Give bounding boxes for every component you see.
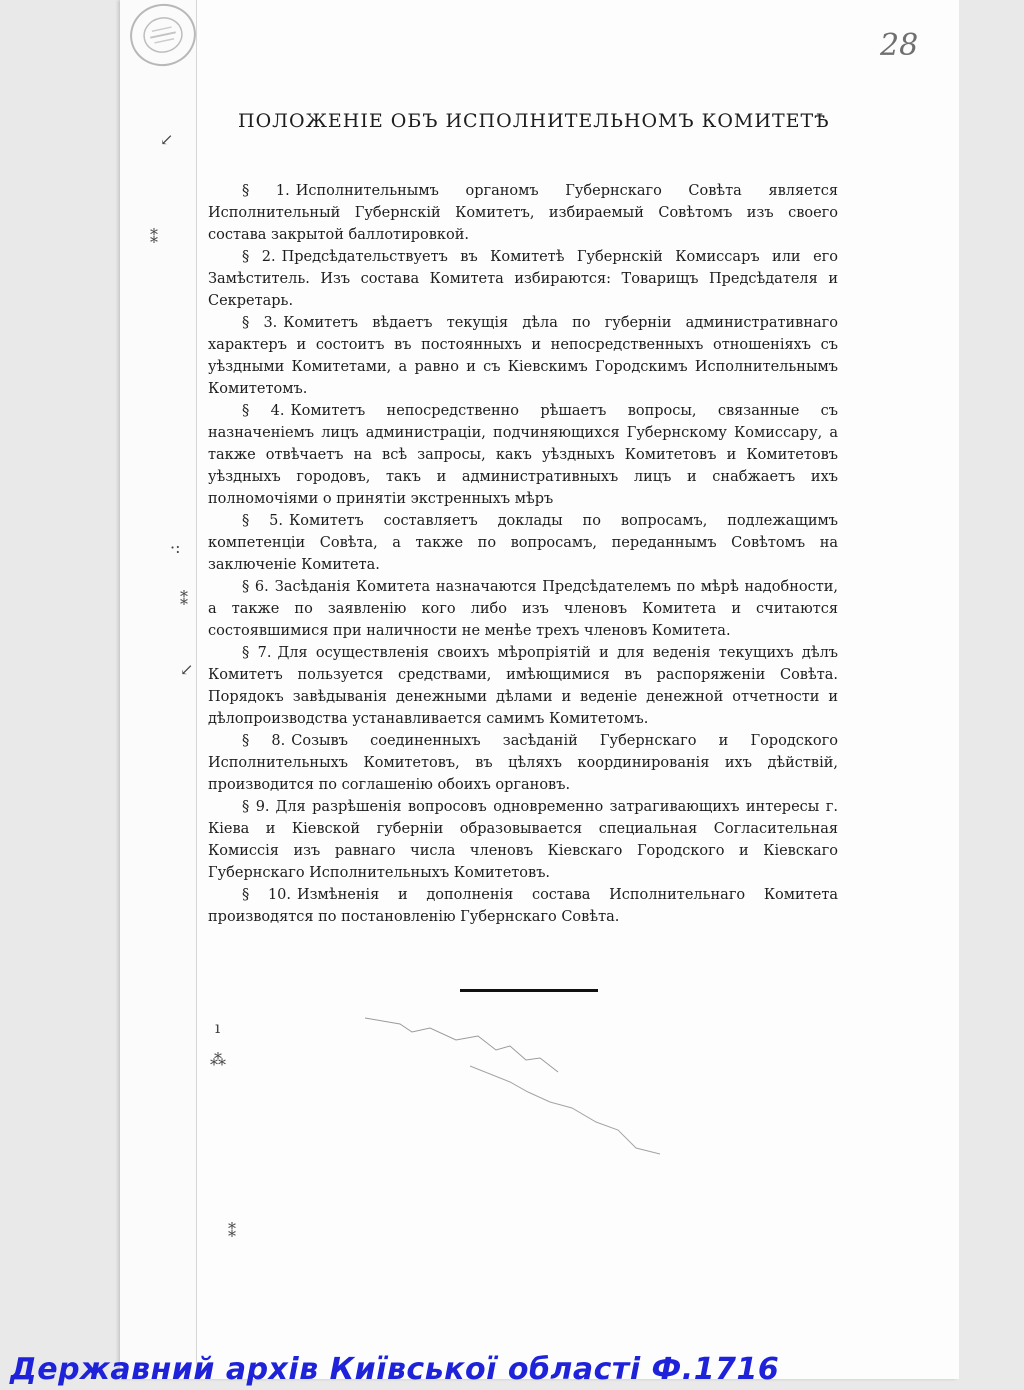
paragraph-number: § 7. [242,645,272,661]
margin-mark: ↙ [160,130,174,149]
paragraph-text: Засѣданія Комитета назначаются Предсѣдателемъ по мѣрѣ надобности, а также по заявленію кого либо изъ членовъ Комитета и считаются состоявшимися при наличности не менѣе трехъ членовъ Комитета. [208,579,839,639]
document-body [208,180,838,928]
paragraph-1 [208,180,838,246]
paragraph-number: § 5. [242,513,284,529]
paragraph-number: § 4. [242,403,285,419]
paragraph-number: § 3. [242,315,278,331]
paragraph-6 [208,576,838,642]
paper-crease-icon [360,1010,680,1160]
paragraph-3 [208,312,838,400]
margin-mark: ⁑ [180,590,188,609]
document-title: ПОЛОЖЕНІЕ ОБЪ ИСПОЛНИТЕЛЬНОМЪ КОМИТЕТѢ [238,110,830,132]
margin-mark: ↙ [180,660,194,679]
paragraph-number: § 9. [242,799,270,815]
paragraph-number: § 2. [242,249,276,265]
paragraph-text: Для осуществленія своихъ мѣропріятій и для веденія текущихъ дѣлъ Комитетъ пользуется средствами, имѣющимися въ распоряженіи Совѣта. Порядокъ завѣдыванія денежными дѣлами и веденіе денежной отчетности и дѣлопроизводства устанавливается самимъ Комитетомъ. [208,645,838,727]
margin-mark: ⁑ [150,228,158,247]
paragraph-5 [208,510,838,576]
paragraph-text: Комитетъ вѣдаетъ текущія дѣла по губерніи административнаго характеръ и состоитъ въ постоянныхъ и непосредственныхъ отношеніяхъ съ уѣздными Комитетами, а равно и съ Кіевскимъ Городскимъ Исполнительнымъ Комитетомъ. [208,315,838,397]
paragraph-number: § 10. [242,887,291,903]
paragraph-8 [208,730,838,796]
page-number: 28 [880,28,919,63]
end-rule [460,989,598,992]
paragraph-number: § 1. [242,183,290,199]
paragraph-text: Измѣненія и дополненія состава Исполнительнаго Комитета производятся по постановленію Губернскаго Совѣта. [208,887,838,925]
paragraph-7 [208,642,838,730]
paragraph-10 [208,884,838,928]
paragraph-4 [208,400,838,510]
margin-mark: ⁂ [210,1050,226,1069]
margin-mark: ⁑ [228,1222,236,1241]
archive-caption: Державний архів Київської області Ф.1716 [10,1352,780,1387]
paragraph-text: Предсѣдательствуетъ въ Комитетѣ Губернскій Комиссаръ или его Замѣститель. Изъ состава Комитета избираются: Товарищъ Предсѣдателя и Секретарь. [208,249,838,309]
archive-stamp-graphic [134,7,192,62]
paragraph-number: § 8. [242,733,286,749]
paragraph-number: § 6. [242,579,269,595]
paragraph-text: Исполнительнымъ органомъ Губернскаго Совѣта является Исполнительный Губернскій Комитетъ, избираемый Совѣтомъ изъ своего состава закрытой баллотировкой. [208,183,838,243]
paragraph-text: Комитетъ составляетъ доклады по вопросамъ, подлежащимъ компетенціи Совѣта, а также по вопросамъ, переданнымъ Совѣтомъ на заключеніе Комитета. [208,513,838,573]
paragraph-text: Комитетъ непосредственно рѣшаетъ вопросы, связанные съ назначеніемъ лицъ администраціи, подчиняющихся Губернскому Комиссару, а также отвѣчаетъ на всѣ запросы, какъ уѣздныхъ Комитетовъ и Комитетовъ уѣздныхъ городовъ, такъ и административныхъ лицъ и снабжаетъ ихъ полномочіями о принятіи экстренныхъ мѣръ [208,403,838,507]
paragraph-text: Для разрѣшенія вопросовъ одновременно затрагивающихъ интересы г. Кіева и Кіевской губерніи образовывается специальная Согласительная Комиссія изъ равнаго числа членовъ Кіевскаго Городского и Кіевскаго Губернскаго Исполнительныхъ Комитетовъ. [208,799,838,881]
margin-mark: ı [215,1018,221,1037]
margin-mark: ·: [170,538,181,557]
paragraph-9 [208,796,838,884]
paragraph-2 [208,246,838,312]
paragraph-text: Созывъ соединенныхъ засѣданій Губернскаго и Городского Исполнительныхъ Комитетовъ, въ цѣляхъ координированія ихъ дѣйствій, производится по соглашенію обоихъ органовъ. [208,733,838,793]
